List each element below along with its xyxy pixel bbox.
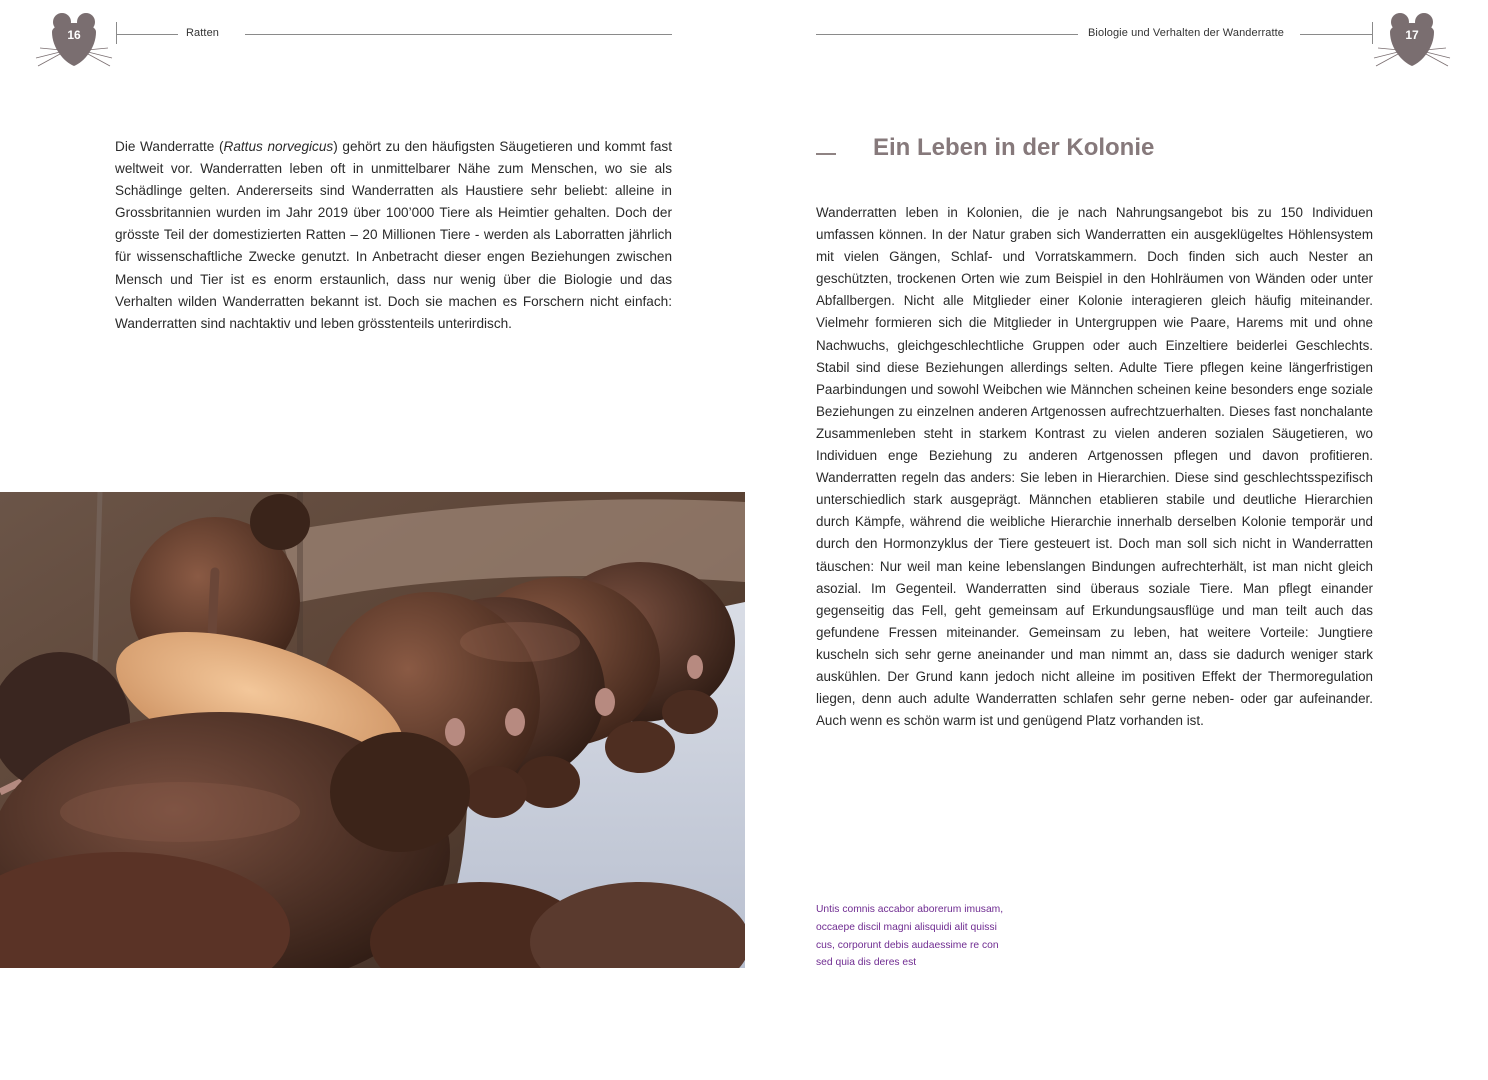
header-rule-right-b xyxy=(1300,34,1372,35)
running-head-right: Biologie und Verhalten der Wanderratte xyxy=(1088,27,1285,39)
rat-colony-photo xyxy=(0,492,745,968)
page-number-right: 17 xyxy=(1405,28,1419,42)
heading-dash xyxy=(816,153,836,155)
page-number-left: 16 xyxy=(67,28,81,42)
species-name: Rattus norvegicus xyxy=(223,139,334,154)
header-rule-left-a xyxy=(116,34,178,35)
intro-text-rest: ) gehört zu den häufigsten Säugetieren und kommt fast weltweit vor. Wanderratten leben oft in unmittelbarer Nähe zum Menschen, wo sie als Schädlinge gelten. Andererseits sind Wanderratten als Haustiere sehr beliebt: alleine in Grossbritannien wurden im Jahr 2019 über 100’000 Tiere als Heimtier gehalten. Doch der grösste Teil der domestizierten Ratten – 20 Millionen Tiere - werden als Laborratten jährlich für wissenschaftliche Zwecke genutzt. In Anbetracht dieser engen Beziehungen zwischen Mensch und Tier ist es enorm erstaunlich, dass nur wenig über die Biologie und das Verhalten wilden Wanderratten bekannt ist. Doch sie machen es Forschern nicht einfach: Wanderratten sind nachtaktiv und leben grösstenteils unterirdisch. xyxy=(115,139,672,331)
section-heading: Ein Leben in der Kolonie xyxy=(873,134,1155,161)
body-paragraph: Wanderratten leben in Kolonien, die je nach Nahrungsangebot bis zu 150 Individuen umfassen können. In der Natur graben sich Wanderratten ein ausgeklügeltes Höhlensystem mit vielen Gängen, Schlaf- und Vorratskammern. Doch finden sich auch Nester an geschützten, trockenen Orten wie zum Beispiel in den Hohlräumen von Wänden oder unter Abfallbergen. Nicht alle Mitglieder einer Kolonie interagieren gleich häufig miteinander. Vielmehr formieren sich die Mitglieder in Untergruppen wie Paare, Harems mit und ohne Nachwuchs, gleichgeschlechtliche Gruppen oder auch Einzeltiere beiderlei Geschlechts. Stabil sind diese Beziehungen allerdings selten. Adulte Tiere pflegen keine längerfristigen Paarbindungen und sowohl Weibchen wie Männchen scheinen keine besonders enge soziale Beziehungen zu einzelnen anderen Artgenossen aufrechtzuerhalten. Dieses fast nonchalante Zusammenleben steht in starkem Kontrast zu vielen anderen sozialen Säugetieren, wo Individuen enge Beziehung zu anderen Artgenossen pflegen und davon profitieren. Wanderratten regeln das anders: Sie leben in Hierarchien. Diese sind geschlechtsspezifisch unterschiedlich stark ausgeprägt. Männchen etablieren stabile und deutliche Hierarchien durch Kämpfe, während die weibliche Hierarchie innerhalb derselben Kolonie temporär und durch den Hormonzyklus der Tiere gesteuert ist. Doch man soll sich nicht in Wanderratten täuschen: Nur weil man keine lebenslangen Bindungen aufrechterhält, ist man nicht gleich asozial. Im Gegenteil. Wanderratten sind überaus soziale Tiere. Man pflegt einander gegenseitig das Fell, geht gemeinsam auf Erkundungsausflüge und man teilt auch das gefundene Fressen miteinander. Gemeinsam zu leben, hat weitere Vorteile: Jungtiere kuscheln sich sehr gerne aneinander und man nimmt an, dass sie dadurch weniger stark auskühlen. Der Grund kann jedoch nicht alleine im positiven Effekt der Thermoregulation liegen, denn auch adulte Wanderratten schlafen sehr gerne neben- oder gar aufeinander. Auch wenn es schön warm ist und genügend Platz vorhanden ist. xyxy=(816,205,1373,729)
intro-text-start: Die Wanderratte ( xyxy=(115,139,224,154)
header-rule-right-a xyxy=(816,34,1078,35)
header-rule-left-b xyxy=(245,34,672,35)
photo-caption: Untis comnis accabor aborerum imusam, occaepe discil magni alisquidi alit quissi cus, corporunt debis audaessime re con sed quia dis deres est xyxy=(816,904,1004,969)
running-head-left: Ratten xyxy=(186,27,220,39)
intro-paragraph xyxy=(115,136,672,335)
header-tick-left xyxy=(116,22,117,44)
